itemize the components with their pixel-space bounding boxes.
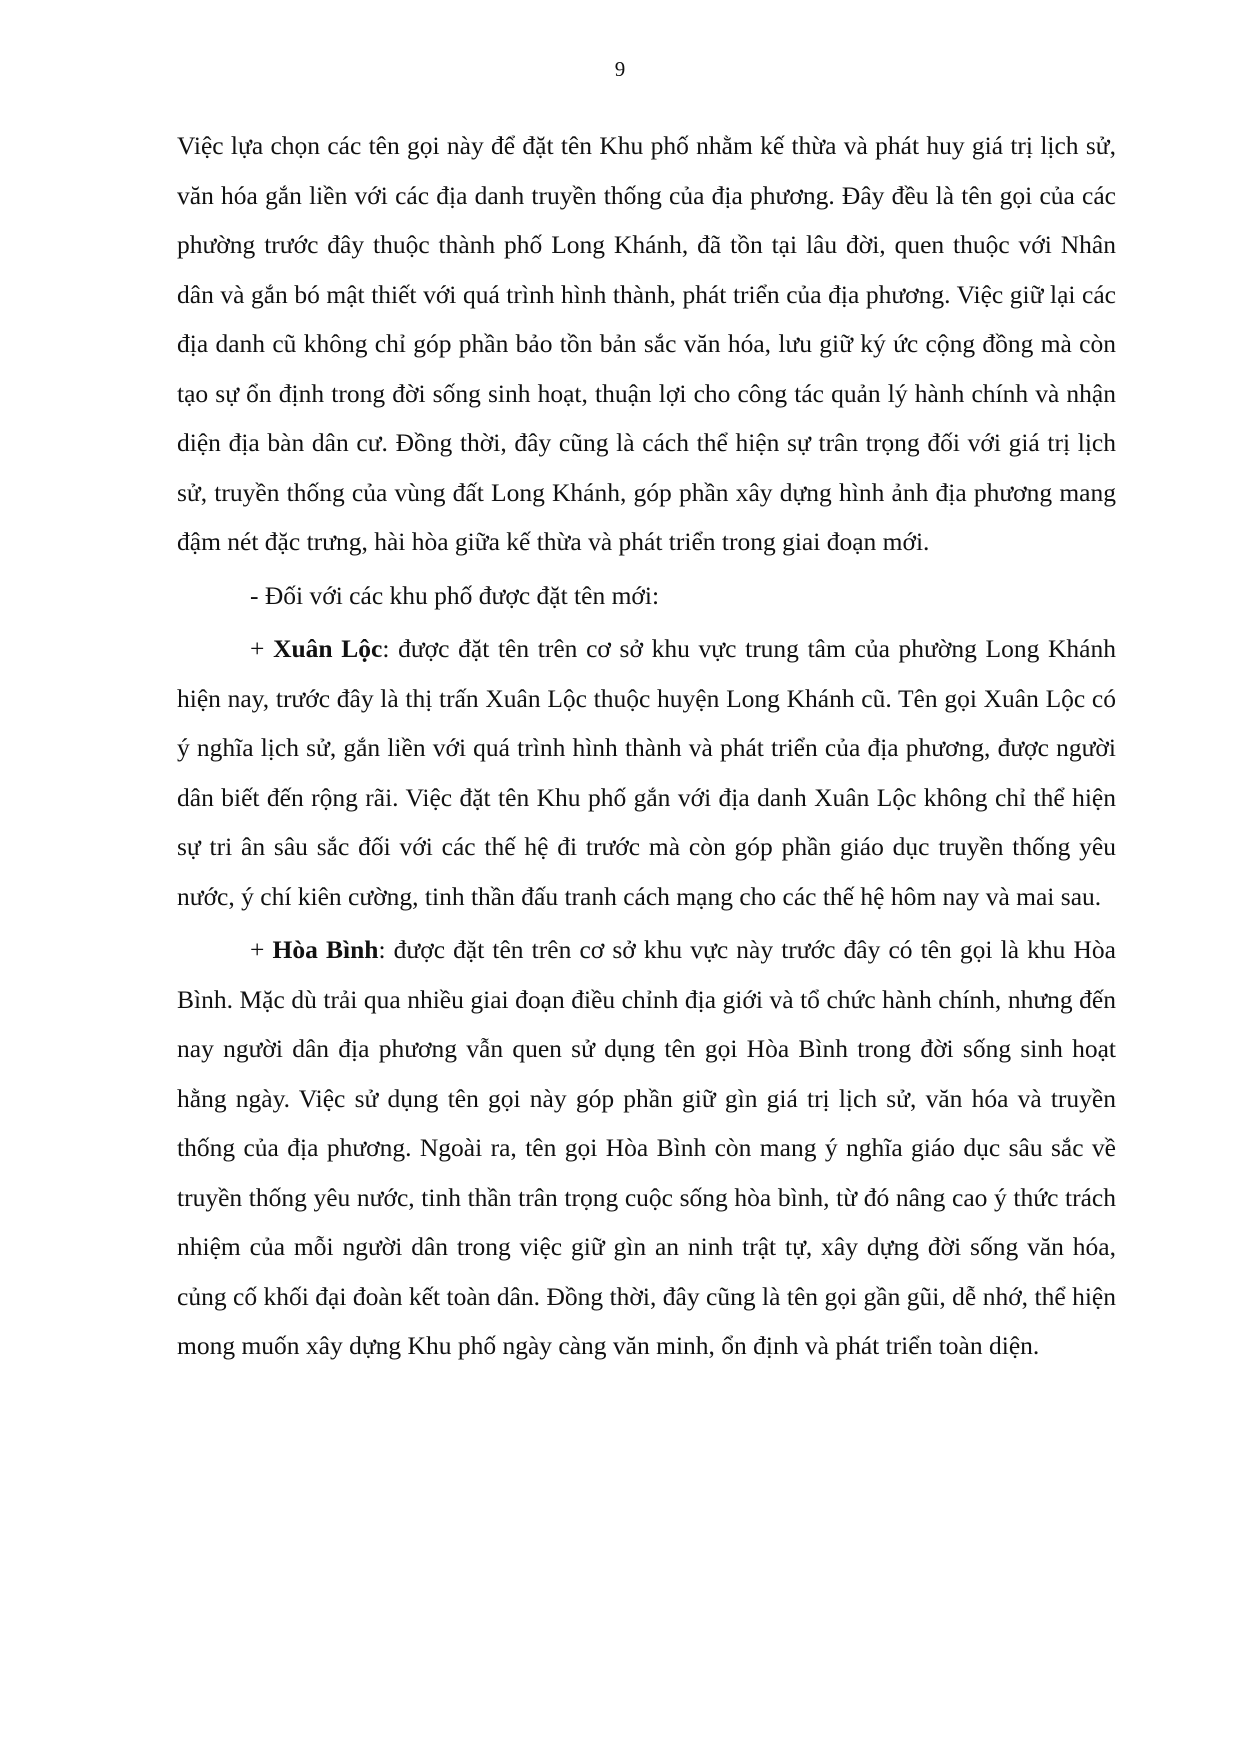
xuan-loc-description: : được đặt tên trên cơ sở khu vực trung tâm của phường Long Khánh hiện nay, trước đây là thị trấn Xuân Lộc thuộc huyện Long Khánh cũ. Tên gọi Xuân Lộc có ý nghĩa lịch sử, gắn liền với quá trình hình thành và phát triển của địa phương, được người dân biết đến rộng rãi. Việc đặt tên Khu phố gắn với địa danh Xuân Lộc không chỉ thể hiện sự tri ân sâu sắc đối với các thế hệ đi trước mà còn góp phần giáo dục truyền thống yêu nước, ý chí kiên cường, tinh thần đấu tranh cách mạng cho các thế hệ hôm nay và mai sau. xyxy=(177,634,1117,911)
page-number: 9 xyxy=(614,57,626,81)
bullet-prefix: + xyxy=(250,935,273,964)
paragraph-hoa-binh xyxy=(177,925,1116,1371)
paragraph-new-names-heading: - Đối với các khu phố được đặt tên mới: xyxy=(250,580,660,610)
term-xuan-loc: Xuân Lộc xyxy=(273,634,383,663)
paragraph-long-khanh-names: Việc lựa chọn các tên gọi này để đặt tên Khu phố nhằm kế thừa và phát huy giá trị lịch sử, văn hóa gắn liền với các địa danh truyền thống của địa phương. Đây đều là tên gọi của các phường trước đây thuộc thành phố Long Khánh, đã tồn tại lâu đời, quen thuộc với Nhân dân và gắn bó mật thiết với quá trình hình thành, phát triển của địa phương. Việc giữ lại các địa danh cũ không chỉ góp phần bảo tồn bản sắc văn hóa, lưu giữ ký ức cộng đồng mà còn tạo sự ổn định trong đời sống sinh hoạt, thuận lợi cho công tác quản lý hành chính và nhận diện địa bàn dân cư. Đồng thời, đây cũng là cách thể hiện sự trân trọng đối với giá trị lịch sử, truyền thống của vùng đất Long Khánh, góp phần xây dựng hình ảnh địa phương mang đậm nét đặc trưng, hài hòa giữa kế thừa và phát triển trong giai đoạn mới. xyxy=(177,131,1116,556)
hoa-binh-description: : được đặt tên trên cơ sở khu vực này trước đây có tên gọi là khu Hòa Bình. Mặc dù trải qua nhiều giai đoạn điều chỉnh địa giới và tổ chức hành chính, nhưng đến nay người dân địa phương vẫn quen sử dụng tên gọi Hòa Bình trong đời sống sinh hoạt hằng ngày. Việc sử dụng tên gọi này góp phần giữ gìn giá trị lịch sử, văn hóa và truyền thống của địa phương. Ngoài ra, tên gọi Hòa Bình còn mang ý nghĩa giáo dục sâu sắc về truyền thống yêu nước, tinh thần trân trọng cuộc sống hòa bình, từ đó nâng cao ý thức trách nhiệm của mỗi người dân trong việc giữ gìn an ninh trật tự, xây dựng đời sống văn hóa, củng cố khối đại đoàn kết toàn dân. Đồng thời, đây cũng là tên gọi gần gũi, dễ nhớ, thể hiện mong muốn xây dựng Khu phố ngày càng văn minh, ổn định và phát triển toàn diện. xyxy=(177,935,1117,1360)
paragraph-xuan-loc xyxy=(177,624,1116,921)
bullet-prefix: + xyxy=(250,634,274,663)
term-hoa-binh: Hòa Bình xyxy=(272,935,379,964)
document-body xyxy=(177,121,1116,1371)
